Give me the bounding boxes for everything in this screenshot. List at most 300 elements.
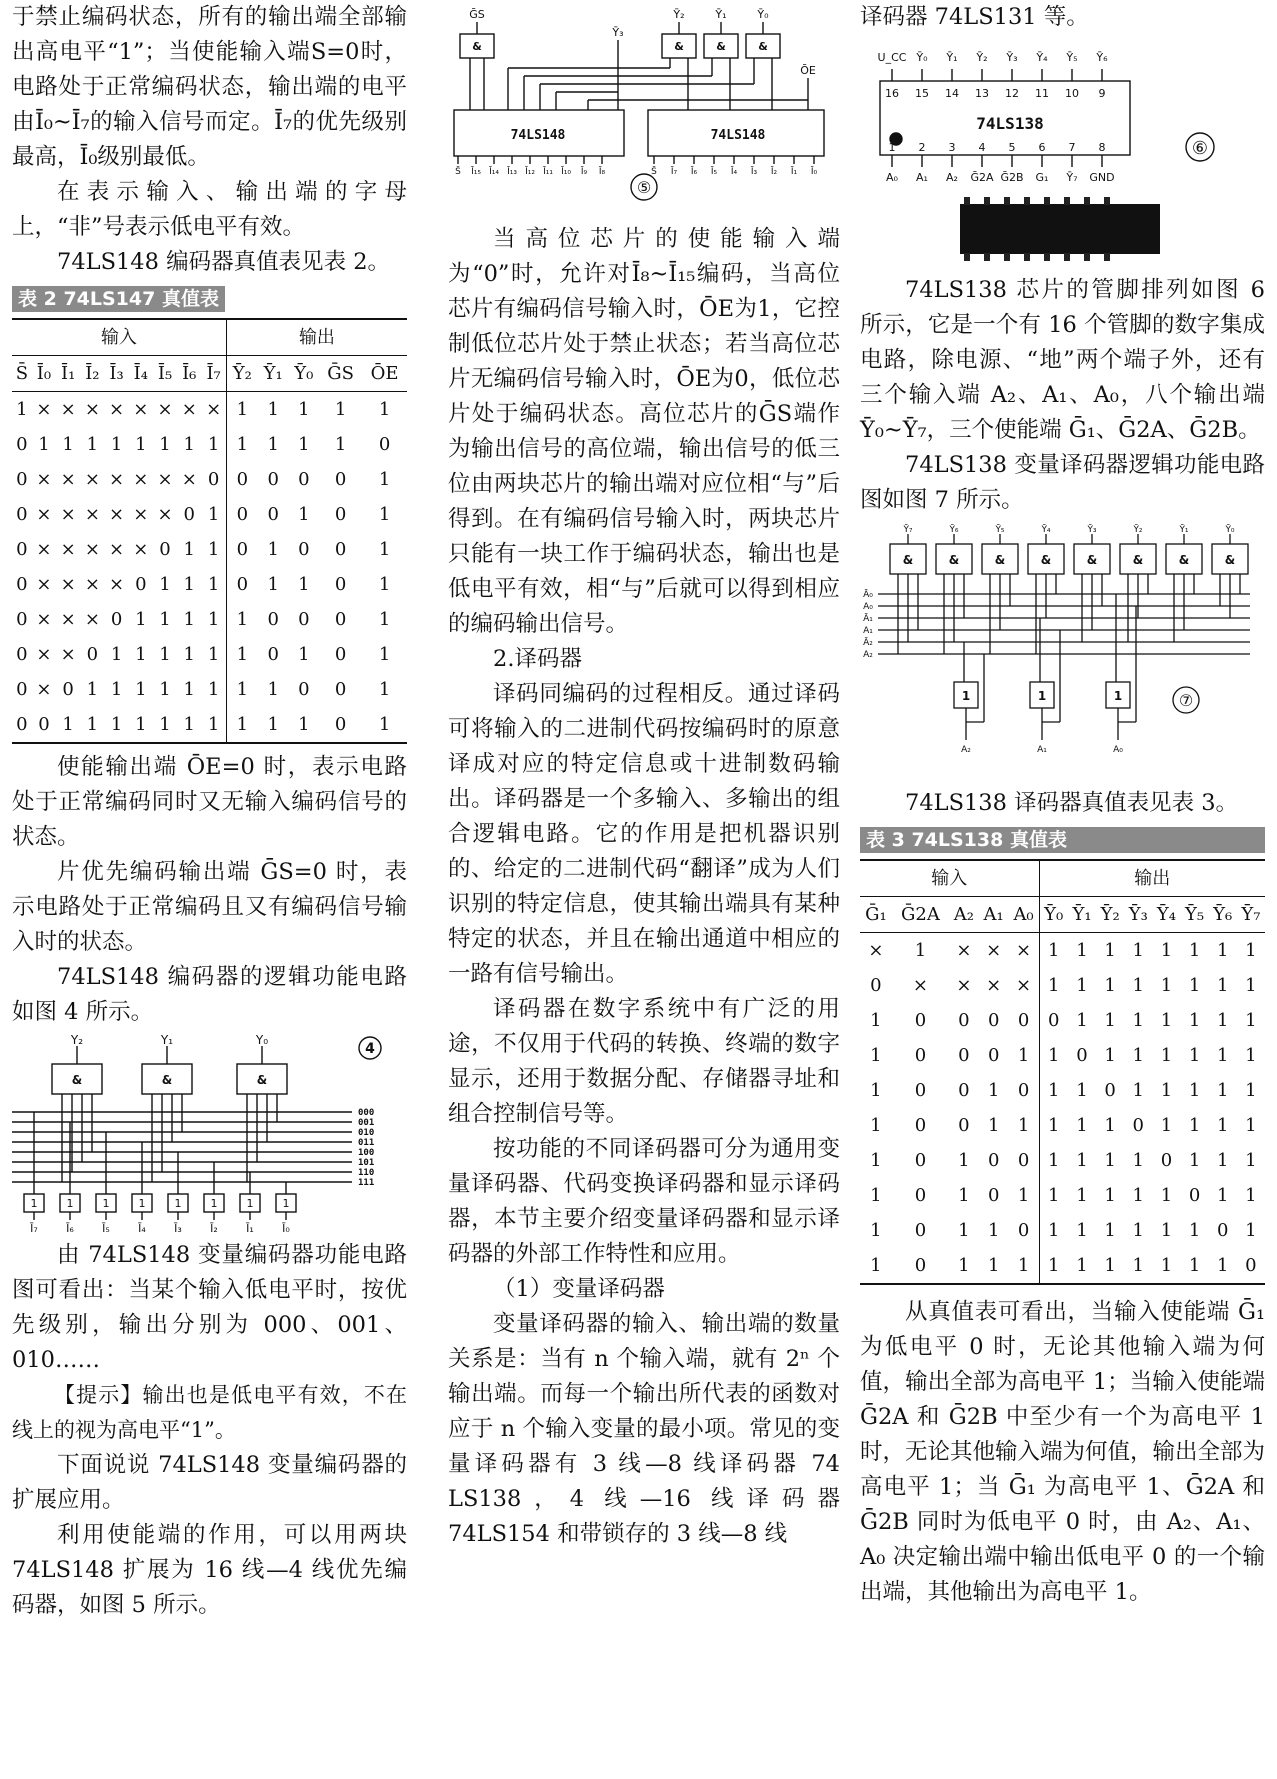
- pin-label: GND: [1089, 171, 1115, 184]
- pin-label: Ī₅: [710, 167, 718, 177]
- table-cell: 1: [1017, 1045, 1030, 1066]
- column-header: ŌE: [362, 356, 407, 392]
- table-cell: ×: [109, 399, 125, 420]
- table-cell: 1: [183, 714, 195, 735]
- pin-label: Ȳ₂: [976, 51, 988, 64]
- table-cell: 0: [958, 1115, 970, 1136]
- table-cell: 1: [1039, 1038, 1068, 1073]
- table-cell: 1: [870, 1080, 882, 1101]
- table-cell: 1: [987, 1220, 1000, 1241]
- table-cell: 1: [183, 434, 195, 455]
- column-header: S̄: [12, 356, 32, 392]
- table-cell: 1: [1132, 1255, 1144, 1276]
- table-cell: 1: [1132, 940, 1144, 961]
- table-cell: 1: [1076, 1150, 1088, 1171]
- table-cell: 1: [1188, 1115, 1201, 1136]
- group-output-header: 输出: [1039, 860, 1265, 897]
- code-label: 111: [358, 1178, 375, 1188]
- table-cell: 0: [914, 1080, 927, 1101]
- table-row: [12, 462, 407, 497]
- and-gate-label: &: [256, 1073, 268, 1087]
- table-cell: ×: [109, 469, 125, 490]
- table-cell: 0: [298, 539, 310, 560]
- table-cell: 0: [958, 1010, 970, 1031]
- table-cell: 0: [1017, 1080, 1030, 1101]
- and-gate-label: &: [1040, 553, 1052, 567]
- table-cell: 1: [267, 679, 279, 700]
- table-cell: 1: [1160, 1010, 1173, 1031]
- column-1: [12, 0, 407, 1623]
- fig4-input-label: Ī₃: [174, 1222, 182, 1234]
- pin-number: 4: [978, 141, 986, 154]
- figure-number: 4: [365, 1041, 375, 1057]
- table-cell: 1: [1132, 1045, 1144, 1066]
- table-cell: 0: [226, 532, 257, 567]
- table-cell: 1: [1188, 1255, 1201, 1276]
- pin-number: 15: [915, 87, 929, 100]
- table-cell: 1: [1160, 1185, 1173, 1206]
- column-header: Ȳ₁: [1068, 897, 1096, 933]
- table-row: [12, 567, 407, 602]
- table-cell: 1: [1160, 1045, 1173, 1066]
- table-cell: 0: [159, 539, 171, 560]
- table-cell: 1: [62, 434, 74, 455]
- table-cell: 0: [914, 1010, 927, 1031]
- table-cell: 1: [1132, 1150, 1144, 1171]
- table-cell: 1: [1104, 1185, 1116, 1206]
- table-row: [860, 1038, 1265, 1073]
- pin-label: A₀: [886, 171, 898, 184]
- paragraph: 译码器在数字系统中有广泛的用途，不仅用于代码的转换、终端的数字显示，还用于数据分配、存储器寻址和组合控制信号等。: [448, 996, 840, 1127]
- table-cell: 1: [16, 399, 28, 420]
- column-header: Ī₀: [32, 356, 56, 392]
- column-header: Ḡ₁: [860, 897, 892, 933]
- table-cell: 1: [378, 399, 391, 420]
- table-cell: 1: [110, 714, 123, 735]
- table-cell: 0: [1245, 1255, 1257, 1276]
- table-cell: ×: [36, 679, 52, 700]
- table-cell: ×: [60, 574, 76, 595]
- table-cell: 1: [1245, 1080, 1257, 1101]
- table-cell: ×: [84, 399, 100, 420]
- fig4-input-label: Ī₁: [246, 1222, 254, 1234]
- table-cell: 1: [1104, 1115, 1116, 1136]
- table-cell: ×: [1016, 940, 1032, 961]
- pin-label: Ȳ₄: [1036, 51, 1048, 64]
- table-cell: 1: [183, 539, 195, 560]
- pin-label: Ī₇: [670, 167, 678, 177]
- table-cell: 1: [183, 679, 195, 700]
- column-header: Ȳ₁: [258, 356, 289, 392]
- table-row: [860, 1178, 1265, 1213]
- column-header: Ȳ₆: [1209, 897, 1237, 933]
- table-cell: 1: [1076, 940, 1088, 961]
- table-cell: 0: [1132, 1115, 1144, 1136]
- table-cell: 1: [226, 707, 257, 743]
- table-row: [860, 1108, 1265, 1143]
- table-cell: 1: [226, 392, 257, 428]
- figure-number: ⑦: [1178, 691, 1194, 710]
- table-cell: ×: [133, 504, 149, 525]
- table-cell: 1: [1188, 1080, 1201, 1101]
- table-cell: 1: [183, 644, 195, 665]
- table-row: [12, 672, 407, 707]
- column-header: A₂: [949, 897, 979, 933]
- paragraph: 74LS138 译码器真值表见表 3。: [905, 790, 1239, 816]
- figure-number: ⑥: [1191, 138, 1209, 159]
- line-label: Ā₂: [863, 638, 873, 648]
- table-cell: 1: [1076, 1185, 1088, 1206]
- table-cell: 0: [987, 1185, 1000, 1206]
- table-cell: 1: [1039, 1143, 1068, 1178]
- column-header: Ī₇: [201, 356, 226, 392]
- table-row: [860, 1248, 1265, 1284]
- pin-number: 16: [885, 87, 899, 100]
- table-cell: 1: [1216, 1080, 1229, 1101]
- table-row: [12, 707, 407, 743]
- figure-4-encoder-circuit: [12, 1034, 407, 1234]
- pin-number: 6: [1038, 141, 1046, 154]
- table-cell: 1: [1017, 1115, 1030, 1136]
- table-cell: 0: [987, 1045, 1000, 1066]
- fig4-output-label: Ȳ₂: [70, 1034, 84, 1047]
- table-cell: ×: [36, 539, 52, 560]
- pin-label: Ī₀: [810, 167, 818, 177]
- table-cell: 1: [1039, 1178, 1068, 1213]
- y3-label: Ȳ₃: [612, 26, 624, 39]
- table-cell: 0: [1160, 1150, 1173, 1171]
- table-cell: 1: [207, 539, 220, 560]
- line-label: Ā₀: [863, 590, 873, 600]
- table-cell: 1: [298, 504, 310, 525]
- table-cell: 1: [1216, 975, 1229, 996]
- line-label: Ā₁: [863, 614, 873, 624]
- paragraph: 由 74LS148 变量编码器功能电路图可看出：当某个输入低电平时，按优先级别，输出分别为 000、001、010……: [12, 1242, 407, 1373]
- table-row: [860, 1213, 1265, 1248]
- pin-number: 13: [975, 87, 989, 100]
- table-cell: ×: [60, 504, 76, 525]
- inverter-label: 1: [102, 1197, 110, 1210]
- pin-label: Ī₁₃: [507, 167, 517, 177]
- table-cell: 0: [298, 679, 310, 700]
- table-cell: 1: [378, 679, 391, 700]
- figure-7-decoder-circuit: [860, 522, 1265, 782]
- table-cell: 1: [1104, 1220, 1116, 1241]
- table-cell: ×: [986, 940, 1002, 961]
- table-cell: 1: [1245, 1220, 1257, 1241]
- table-cell: 1: [207, 434, 220, 455]
- group-input-header: 输入: [12, 319, 226, 356]
- column-header: Ī₂: [80, 356, 104, 392]
- table-cell: 0: [267, 609, 279, 630]
- table-cell: 1: [135, 609, 147, 630]
- table-cell: 0: [298, 609, 310, 630]
- table-cell: 1: [183, 574, 195, 595]
- table-cell: 1: [267, 399, 279, 420]
- chip-label: 74LS148: [710, 128, 766, 143]
- pin-label: A₂: [946, 171, 958, 184]
- paragraph: 变量译码器的输入、输出端的数量关系是：当有 n 个输入端，就有 2ⁿ 个输出端。而每一个输出所代表的函数对应于 n 个输入变量的最小项。常见的变量译码器有 3 线—8 线译码器 74 LS138，4 线—16 线译码器 74LS154 和带锁存的 3 线—8 线: [448, 1311, 840, 1547]
- oe-label: ŌE: [800, 64, 816, 77]
- table-cell: 0: [226, 567, 257, 602]
- table-cell: 1: [159, 714, 171, 735]
- inverter-label: 1: [174, 1197, 182, 1210]
- and-gate-label: &: [948, 553, 960, 567]
- subsection-heading: （1）变量译码器: [493, 1276, 665, 1302]
- line-label: A₀: [863, 602, 873, 612]
- table-2-truth-table: [12, 318, 407, 744]
- fig4-input-label: Ī₇: [30, 1222, 38, 1234]
- y2-label: Ȳ₂: [673, 8, 685, 21]
- pin-label: Ȳ₇: [1066, 171, 1078, 184]
- table-row: [12, 602, 407, 637]
- table-cell: 1: [1039, 1108, 1068, 1143]
- table-cell: 1: [1188, 1045, 1201, 1066]
- column-2: [448, 0, 840, 1552]
- table-cell: ×: [60, 539, 76, 560]
- table-cell: 1: [207, 714, 220, 735]
- code-label: 010: [358, 1128, 375, 1138]
- table-cell: 1: [1076, 1080, 1088, 1101]
- table-cell: 1: [870, 1010, 882, 1031]
- table-cell: 1: [135, 434, 147, 455]
- table-cell: 1: [86, 434, 99, 455]
- table-cell: 1: [135, 679, 147, 700]
- table-cell: 0: [334, 539, 347, 560]
- table-cell: ×: [157, 469, 173, 490]
- pin-number: 1: [888, 141, 896, 154]
- pin-label: U_CC: [877, 51, 907, 64]
- table-cell: ×: [84, 539, 100, 560]
- table-cell: 1: [226, 637, 257, 672]
- table-cell: 0: [987, 1150, 1000, 1171]
- table-cell: 1: [958, 1255, 970, 1276]
- table-cell: 1: [870, 1185, 882, 1206]
- table-2-caption: 表 2 74LS147 真值表: [12, 286, 225, 312]
- column-header: Ȳ₂: [226, 356, 257, 392]
- section-heading: 2.译码器: [493, 646, 582, 672]
- fig4-input-label: Ī₂: [210, 1222, 218, 1234]
- pin-label: Ī₈: [598, 167, 606, 177]
- fig7-output-label: Ȳ₆: [949, 525, 959, 535]
- paragraph: 片优先编码输出端 ḠS=0 时，表示电路处于正常编码且又有编码信号输入时的状态。: [12, 859, 407, 955]
- table-cell: 0: [38, 714, 50, 735]
- table-cell: 0: [62, 679, 74, 700]
- code-label: 000: [358, 1108, 375, 1118]
- paragraph: 74LS148 编码器真值表见表 2。: [57, 249, 391, 275]
- fig4-output-label: Ȳ₀: [255, 1034, 269, 1047]
- table-cell: 1: [183, 609, 195, 630]
- table-cell: ×: [133, 469, 149, 490]
- table-cell: 0: [1017, 1010, 1030, 1031]
- table-cell: ×: [60, 469, 76, 490]
- table-cell: 1: [159, 679, 171, 700]
- paragraph: 74LS138 变量译码器逻辑功能电路图如图 7 所示。: [860, 452, 1265, 513]
- table-cell: ×: [133, 399, 149, 420]
- table-row: [860, 933, 1265, 969]
- column-3: [860, 0, 1265, 1610]
- table-cell: 0: [1017, 1150, 1030, 1171]
- pin-number: 7: [1068, 141, 1076, 154]
- table-cell: 1: [1104, 1255, 1116, 1276]
- table-cell: 0: [110, 609, 123, 630]
- fig4-input-label: Ī₅: [102, 1222, 110, 1234]
- table-cell: 1: [86, 679, 99, 700]
- table-cell: 1: [958, 1220, 970, 1241]
- table-row: [12, 392, 407, 428]
- fig7-input-label: A₁: [1037, 745, 1047, 755]
- table-cell: 1: [958, 1185, 970, 1206]
- column-header: Ȳ₅: [1180, 897, 1208, 933]
- and-gate-label: &: [716, 40, 726, 53]
- fig7-output-label: Ȳ₁: [1179, 525, 1189, 535]
- table-cell: ×: [84, 609, 100, 630]
- pin-label: Ī₁₁: [543, 167, 553, 177]
- table-cell: 1: [378, 469, 391, 490]
- inverter-label: 1: [138, 1197, 146, 1210]
- inverter-label: 1: [246, 1197, 254, 1210]
- table-cell: 1: [870, 1045, 882, 1066]
- table-cell: 1: [159, 609, 171, 630]
- paragraph: 按功能的不同译码器可分为通用变量译码器、代码变换译码器和显示译码器，本节主要介绍变量译码器和显示译码器的外部工作特性和应用。: [448, 1136, 840, 1267]
- fig7-output-label: Ȳ₇: [903, 525, 913, 535]
- column-header: Ī₆: [177, 356, 201, 392]
- pin-number: 5: [1008, 141, 1016, 154]
- fig7-output-label: Ȳ₀: [1225, 525, 1235, 535]
- table-cell: 0: [86, 644, 99, 665]
- column-header: Ī₄: [129, 356, 153, 392]
- table-row: [12, 497, 407, 532]
- table-cell: 1: [298, 399, 310, 420]
- table-row: [860, 1003, 1265, 1038]
- pin-label: A₁: [916, 171, 928, 184]
- table-cell: ×: [986, 975, 1002, 996]
- table-cell: 1: [298, 434, 310, 455]
- table-cell: 0: [16, 539, 28, 560]
- and-gate-label: &: [71, 1073, 83, 1087]
- table-cell: 0: [1039, 1003, 1068, 1038]
- pin-number: 12: [1005, 87, 1019, 100]
- table-cell: 0: [870, 975, 882, 996]
- and-gate-label: &: [1086, 553, 1098, 567]
- column-header: Ī₃: [104, 356, 128, 392]
- paragraph: 从真值表可看出，当输入使能端 Ḡ₁ 为低电平 0 时，无论其他输入端为何值，输出全部为高电平 1；当输入使能端 Ḡ2A 和 Ḡ2B 中至少有一个为高电平 1 时，无论其他输入端为何值，输出全部为高电平 1；当 Ḡ₁ 为高电平 1、Ḡ2A 和 Ḡ2B 同时为低电平 0 时，由 A₂、A₁、A₀ 决定输出端中输出低电平 0 的一个输出端，其他输出为高电平 1。: [860, 1299, 1266, 1605]
- table-cell: 1: [1104, 940, 1116, 961]
- and-gate-label: &: [902, 553, 914, 567]
- table-cell: 1: [1216, 940, 1229, 961]
- table-cell: 1: [1160, 1255, 1173, 1276]
- table-row: [860, 1143, 1265, 1178]
- table-cell: 1: [110, 434, 123, 455]
- pin-label: Ḡ2B: [1000, 171, 1024, 184]
- table-cell: 1: [1076, 1115, 1088, 1136]
- table-cell: 1: [378, 574, 391, 595]
- table-cell: ×: [206, 399, 222, 420]
- pin-label: Ī₁₂: [525, 167, 535, 177]
- column-header: Ḡ2A: [892, 897, 949, 933]
- table-cell: 1: [1076, 975, 1088, 996]
- table-cell: 1: [1104, 1045, 1116, 1066]
- table-cell: ×: [36, 644, 52, 665]
- table-cell: 1: [226, 602, 257, 637]
- table-cell: 0: [1076, 1045, 1088, 1066]
- pin-label: Ī₁₄: [489, 167, 499, 177]
- table-cell: 1: [870, 1255, 882, 1276]
- pin-number: 11: [1035, 87, 1049, 100]
- figure-5-cascade-encoder: [448, 4, 840, 204]
- table-cell: 1: [1245, 1185, 1257, 1206]
- table-cell: 0: [914, 1115, 927, 1136]
- pin-label: Ȳ₀: [916, 51, 928, 64]
- table-cell: 1: [1188, 1010, 1201, 1031]
- table-cell: 1: [1216, 1255, 1229, 1276]
- table-cell: 1: [1216, 1150, 1229, 1171]
- table-cell: 1: [1216, 1045, 1229, 1066]
- table-cell: 0: [16, 504, 28, 525]
- table-cell: 1: [870, 1150, 882, 1171]
- chip-photo: [960, 197, 1160, 261]
- table-cell: 0: [267, 469, 279, 490]
- table-cell: 1: [1160, 1080, 1173, 1101]
- pin-label: Ī₄: [730, 167, 738, 177]
- column-header: Ȳ₄: [1152, 897, 1180, 933]
- table-cell: 1: [1132, 1220, 1144, 1241]
- table-row: [860, 968, 1265, 1003]
- table-cell: 0: [378, 434, 391, 455]
- table-cell: 1: [1132, 1080, 1144, 1101]
- table-cell: 0: [267, 504, 279, 525]
- table-cell: 0: [16, 609, 28, 630]
- table-cell: 1: [1160, 975, 1173, 996]
- table-cell: 1: [1245, 1010, 1257, 1031]
- paragraph: 译码器 74LS131 等。: [860, 4, 1089, 30]
- table-cell: 0: [334, 609, 347, 630]
- table-cell: 1: [62, 714, 74, 735]
- table-cell: ×: [36, 469, 52, 490]
- table-cell: 1: [110, 644, 123, 665]
- column-header: Ī₅: [153, 356, 177, 392]
- table-cell: 1: [1039, 1213, 1068, 1248]
- table-cell: 1: [1160, 1220, 1173, 1241]
- inverter-label: 1: [1113, 689, 1123, 703]
- table-cell: 1: [987, 1115, 1000, 1136]
- table-cell: ×: [1016, 975, 1032, 996]
- table-cell: 1: [1076, 1255, 1088, 1276]
- column-header: Ȳ₀: [1039, 897, 1068, 933]
- table-cell: 0: [16, 434, 28, 455]
- code-label: 001: [358, 1118, 375, 1128]
- table-cell: 0: [334, 504, 347, 525]
- table-cell: 1: [378, 714, 391, 735]
- line-label: A₂: [863, 650, 873, 660]
- chip-label: 74LS138: [976, 114, 1044, 133]
- table-cell: ×: [109, 574, 125, 595]
- table-cell: 0: [267, 644, 279, 665]
- inverter-label: 1: [961, 689, 971, 703]
- fig7-output-label: Ȳ₂: [1133, 525, 1143, 535]
- fig7-input-label: A₂: [961, 745, 971, 755]
- table-cell: 1: [86, 714, 99, 735]
- table-cell: 0: [1216, 1220, 1229, 1241]
- table-cell: 1: [1104, 975, 1116, 996]
- table-cell: 1: [1245, 1150, 1257, 1171]
- gs-label: ḠS: [469, 8, 485, 21]
- table-cell: 0: [16, 574, 28, 595]
- table-cell: 1: [1132, 1010, 1144, 1031]
- pin-label: S̄: [455, 167, 461, 177]
- table-cell: ×: [956, 975, 972, 996]
- table-cell: ×: [868, 940, 884, 961]
